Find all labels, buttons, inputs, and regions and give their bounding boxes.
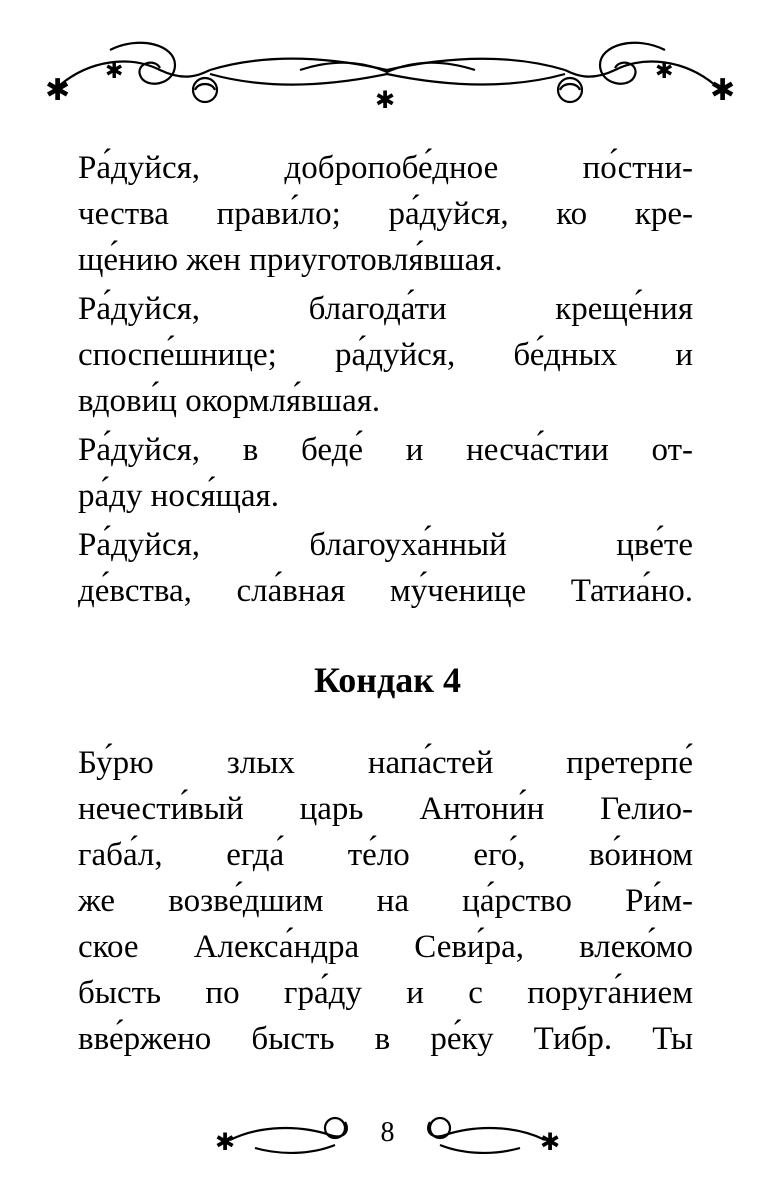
text-line: Ра́дуйся, добропобе́дное по́стни- <box>78 150 693 186</box>
svg-text:✱: ✱ <box>710 73 736 108</box>
text-line: Бу́рю злых напа́стей претерпе́ <box>78 745 693 781</box>
paragraph <box>78 427 693 519</box>
svg-text:✱: ✱ <box>45 73 71 108</box>
text-line: Ра́дуйся, благоуха́нный цве́те <box>78 527 693 563</box>
text-line: вдови́ц окормля́вшая. <box>78 383 381 419</box>
page-number: 8 <box>380 1117 395 1148</box>
text-line: ское Алекса́ндра Севи́ра, влеко́мо <box>78 929 693 965</box>
text-line: Ра́дуйся, в беде́ и несча́стии от- <box>78 432 693 468</box>
paragraph <box>78 286 693 424</box>
top-ornament <box>0 30 775 110</box>
text-line: ще́нию жен приуготовля́вшая. <box>78 242 503 278</box>
text-line: же возве́дшим на ца́рство Ри́м- <box>78 883 693 919</box>
star-flower-icon: ✱ <box>540 1128 561 1156</box>
prayer-text-top <box>78 145 693 617</box>
star-flower-icon: ✱ <box>215 1128 236 1156</box>
svg-text:✱: ✱ <box>655 59 674 84</box>
text-line: габа́л, егда́ те́ло его́, во́ином <box>78 837 693 873</box>
svg-text:✱: ✱ <box>105 59 124 84</box>
svg-text:✱: ✱ <box>375 86 396 110</box>
section-heading: Кондак 4 <box>313 660 461 700</box>
text-line: Ра́дуйся, благода́ти креще́ния <box>78 291 693 327</box>
text-line: ра́ду нося́щая. <box>78 478 279 514</box>
text-line: споспе́шнице; ра́дуйся, бе́дных и <box>78 337 693 373</box>
text-line: вве́ржено бысть в ре́ку Тибр. Ты <box>78 1021 693 1057</box>
text-line: нечести́вый царь Антони́н Гелио- <box>78 791 693 827</box>
kontakion-text <box>78 740 693 1062</box>
paragraph <box>78 522 693 614</box>
text-line: де́вства, сла́вная му́ченице Татиа́но. <box>78 573 693 609</box>
paragraph <box>78 145 693 283</box>
star-flower-icon <box>45 59 735 110</box>
text-line: бысть по гра́ду и с поруга́нием <box>78 975 693 1011</box>
text-line: чества прави́ло; ра́дуйся, ко кре- <box>78 196 693 232</box>
